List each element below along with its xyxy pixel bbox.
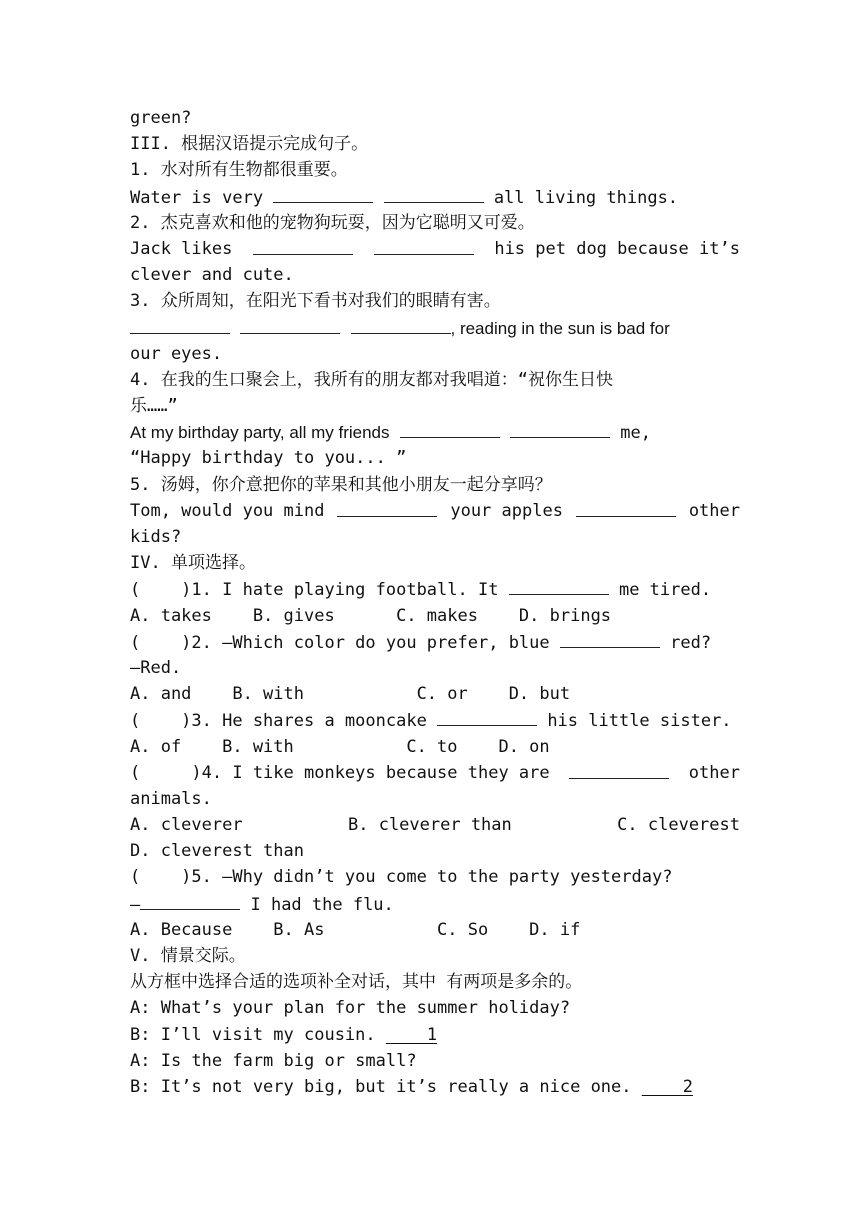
- question-3-chinese: 3. 众所周知，在阳光下看书对我们的眼睛有害。: [130, 291, 501, 312]
- answer-blank[interactable]: [510, 419, 610, 438]
- answer-blank[interactable]: [351, 315, 451, 334]
- question-3-english-cont: our eyes.: [130, 343, 223, 364]
- question-5-english-cont: kids?: [130, 527, 182, 547]
- mc-question-5-options: A. Because B. As C. So D. if: [130, 919, 581, 940]
- question-2-english: Jack likes his pet dog because it’s: [130, 236, 740, 262]
- question-4-chinese: 4. 在我的生口聚会上，我所有的朋友都对我唱道：“祝你生日快: [130, 369, 613, 390]
- mc-question-2-options: A. and B. with C. or D. but: [130, 684, 571, 705]
- answer-blank[interactable]: [130, 315, 230, 334]
- mc-question-2: ( )2. —Which color do you prefer, blue red?: [130, 629, 740, 655]
- answer-blank[interactable]: [576, 498, 676, 517]
- mc-question-5-cont: — I had the flu.: [130, 891, 740, 917]
- mc-question-3-options: A. of B. with C. to D. on: [130, 736, 550, 757]
- answer-blank[interactable]: [509, 576, 609, 595]
- answer-blank[interactable]: [384, 184, 484, 203]
- mc-question-1-options: A. takes B. gives C. makes D. brings: [130, 605, 612, 626]
- dialogue-line: A: What’s your plan for the summer holiday?: [130, 998, 571, 1019]
- question-1-chinese: 1. 水对所有生物都很重要。: [130, 160, 348, 181]
- answer-blank[interactable]: [437, 707, 537, 726]
- section-v-instructions: 从方框中选择合适的选项补全对话，其中 有两项是多余的。: [130, 972, 583, 993]
- worksheet-page: [130, 105, 740, 1100]
- dialogue-blank-1[interactable]: 1: [385, 1024, 438, 1045]
- mc-question-4-options: A. cleverer B. cleverer than C. cleverest: [130, 815, 740, 836]
- section-title-iii: III. 根据汉语提示完成句子。: [130, 134, 369, 155]
- answer-blank[interactable]: [400, 419, 500, 438]
- mc-question-1: ( )1. I hate playing football. It me tired.: [130, 576, 740, 602]
- mc-question-4-cont: animals.: [130, 788, 212, 809]
- question-3-english: , reading in the sun is bad for: [130, 315, 740, 341]
- answer-blank[interactable]: [240, 315, 340, 334]
- question-4-english-cont: “Happy birthday to you... ”: [130, 448, 407, 469]
- dialogue-line: B: I’ll visit my cousin. 1: [130, 1024, 438, 1045]
- mc-question-4-option-d: D. cleverest than: [130, 841, 304, 862]
- mc-question-4: ( )4. I tike monkeys because they are other: [130, 760, 740, 786]
- mc-question-3: ( )3. He shares a mooncake his little sister.: [130, 707, 740, 733]
- mc-question-5: ( )5. —Why didn’t you come to the party yesterday?: [130, 867, 673, 888]
- answer-blank[interactable]: [337, 498, 437, 517]
- question-2-chinese: 2. 杰克喜欢和他的宠物狗玩耍，因为它聪明又可爱。: [130, 212, 535, 233]
- question-5-chinese: 5. 汤姆，你介意把你的苹果和其他小朋友一起分享吗？: [130, 474, 552, 495]
- section-title-iv: IV. 单项选择。: [130, 553, 256, 574]
- answer-blank[interactable]: [560, 629, 660, 648]
- dialogue-blank-2[interactable]: 2: [641, 1076, 693, 1097]
- dialogue-line: B: It’s not very big, but it’s really a nice one. 2: [130, 1076, 693, 1097]
- dialogue-line: A: Is the farm big or small?: [130, 1050, 417, 1071]
- answer-blank[interactable]: [569, 760, 669, 779]
- section-title-v: V. 情景交际。: [130, 946, 246, 966]
- question-1-english: Water is very all living things.: [130, 184, 740, 210]
- mc-question-2-answer: —Red.: [130, 657, 182, 678]
- text-line: green?: [130, 108, 192, 128]
- question-4-chinese-cont: 乐……”: [130, 396, 178, 417]
- question-4-english: At my birthday party, all my friends me,: [130, 419, 740, 445]
- question-5-english: Tom, would you mind your apples other: [130, 498, 740, 524]
- answer-blank[interactable]: [374, 236, 474, 255]
- answer-blank[interactable]: [140, 891, 240, 910]
- question-2-english-cont: clever and cute.: [130, 265, 294, 286]
- answer-blank[interactable]: [273, 184, 373, 203]
- answer-blank[interactable]: [253, 236, 353, 255]
